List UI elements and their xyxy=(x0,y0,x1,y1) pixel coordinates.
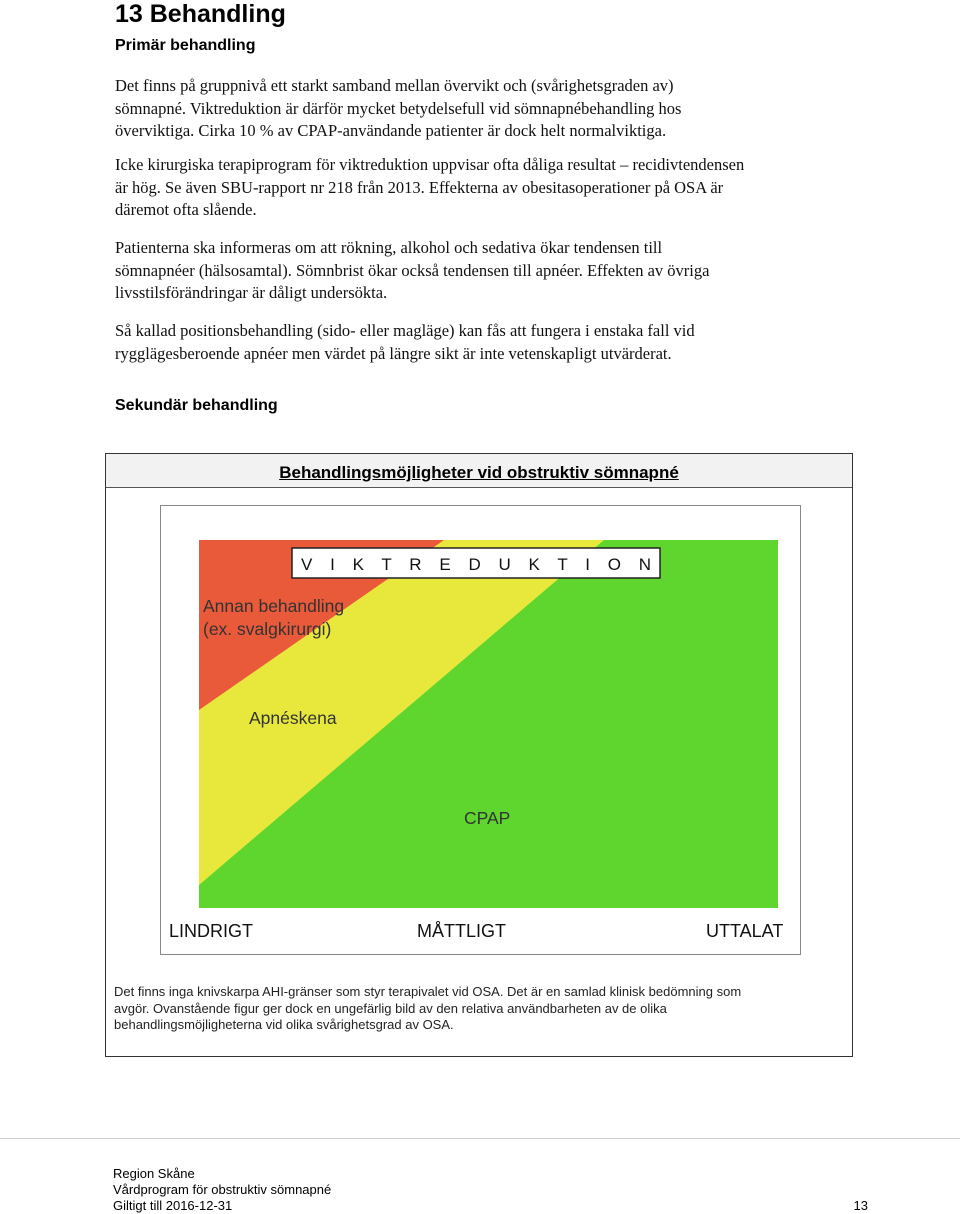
figure-frame xyxy=(160,505,801,955)
paragraph-2-line-2: är hög. Se även SBU-rapport nr 218 från 2013. Effekterna av obesitasoperationer på OSA är xyxy=(115,177,724,197)
chapter-title: 13 Behandling xyxy=(115,0,286,28)
footer-divider xyxy=(0,1138,960,1139)
other-treatment-label-1: Annan behandling xyxy=(203,596,345,616)
severity-moderate-label: MÅTTLIGT xyxy=(417,921,506,941)
paragraph-3-line-3: livsstilsförändringar är dåligt undersökta. xyxy=(115,283,388,302)
footer-document-title: Vårdprogram för obstruktiv sömnapné xyxy=(113,1182,332,1197)
treatment-diagram xyxy=(161,506,800,954)
paragraph-4 xyxy=(115,320,855,365)
paragraph-2-line-1: Icke kirurgiska terapiprogram för viktreduktion uppvisar ofta dåliga resultat – recidivtendensen xyxy=(115,155,745,174)
paragraph-1-line-3: överviktiga. Cirka 10 % av CPAP-användande patienter är dock helt normalviktiga. xyxy=(115,121,667,140)
paragraph-2-line-3: däremot ofta slående. xyxy=(115,200,257,219)
severity-mild-label: LINDRIGT xyxy=(169,921,254,941)
splint-label: Apnéskena xyxy=(249,708,337,728)
footer-organization: Region Skåne xyxy=(113,1166,195,1181)
paragraph-3 xyxy=(115,237,855,305)
paragraph-3-line-1: Patienterna ska informeras om att rökning, alkohol och sedativa ökar tendensen till xyxy=(115,238,663,257)
page-number: 13 xyxy=(853,1198,868,1213)
note-line-2: avgör. Ovanstående figur ger dock en ungefärlig bild av den relativa användbarheten av de olika xyxy=(114,1000,667,1016)
weight-reduction-banner: V I K T R E D U K T I O N xyxy=(301,555,651,574)
primary-heading: Primär behandling xyxy=(115,37,256,54)
note-line-1: Det finns inga knivskarpa AHI-gränser som styr terapivalet vid OSA. Det är en samlad klinisk bedömning som xyxy=(114,984,742,999)
box-title: Behandlingsmöjligheter vid obstruktiv sömnapné xyxy=(279,463,679,482)
severity-severe-label: UTTALAT xyxy=(706,921,784,941)
treatment-options-box xyxy=(105,453,853,1057)
secondary-heading: Sekundär behandling xyxy=(115,397,278,414)
note-line-3: behandlingsmöjligheterna vid olika svårighetsgrad av OSA. xyxy=(114,1017,454,1032)
paragraph-1-line-1: Det finns på gruppnivå ett starkt samband mellan övervikt och (svårighetsgraden av) xyxy=(115,76,674,95)
footer-valid-until: Giltigt till 2016-12-31 xyxy=(113,1198,233,1213)
figure-note xyxy=(114,984,834,1034)
other-treatment-label-2: (ex. svalgkirurgi) xyxy=(203,619,332,639)
paragraph-1-line-2: sömnapné. Viktreduktion är därför mycket betydelsefull vid sömnapnébehandling hos xyxy=(115,98,682,118)
cpap-label: CPAP xyxy=(464,808,511,828)
page-footer xyxy=(113,1166,331,1214)
box-header xyxy=(106,454,852,488)
paragraph-3-line-2: sömnapnéer (hälsosamtal). Sömnbrist ökar också tendensen till apnéer. Effekten av övriga xyxy=(115,260,710,280)
paragraph-4-line-2: rygglägesberoende apnéer men värdet på längre sikt är inte vetenskapligt utvärderat. xyxy=(115,343,672,363)
paragraph-2 xyxy=(115,154,855,222)
paragraph-4-line-1: Så kallad positionsbehandling (sido- eller magläge) kan fås att fungera i enstaka fall vid xyxy=(115,321,695,340)
paragraph-1 xyxy=(115,75,855,143)
